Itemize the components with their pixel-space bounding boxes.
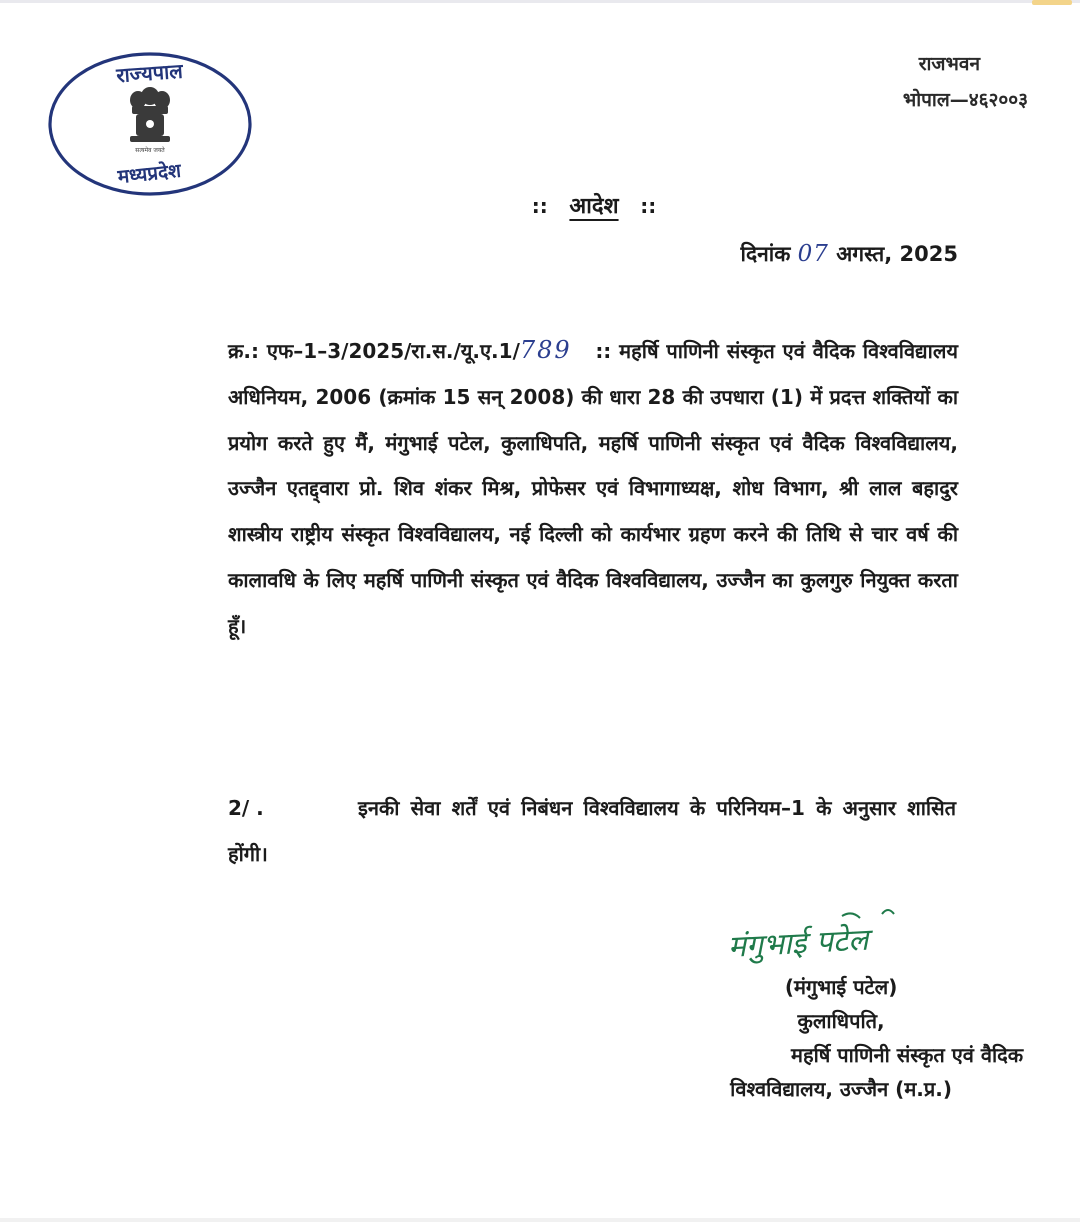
seal-top-text: राज्यपाल xyxy=(115,58,184,88)
national-emblem-icon xyxy=(130,87,170,142)
corner-mark xyxy=(1032,0,1072,5)
seal-motto: सत्यमेव जयते xyxy=(135,147,165,154)
signature-graphic xyxy=(722,904,952,972)
handwritten-signature xyxy=(722,904,952,972)
address-block xyxy=(902,46,1028,118)
paragraph-two-number: 2/ . xyxy=(228,796,264,820)
signatory-designation: कुलाधिपति, xyxy=(797,1009,885,1033)
signature-text: मंगुभाई पटेल xyxy=(727,922,870,965)
order-body-text: :: महर्षि पाणिनी संस्कृत एवं वैदिक विश्वविद्यालय अधिनियम, 2006 (क्रमांक 15 सन् 2008) की धारा 28 की उपधारा (1) में प्रदत्त शक्तियों का प्रयोग करते हुए मैं, मंगुभाई पटेल, कुलाधिपति, महर्षि पाणिनी संस्कृत एवं वैदिक विश्वविद्यालय, उज्जैन एतद्द्वारा प्रो. शिव शंकर मिश्र, प्रोफेसर एवं विभागाध्यक्ष, शोध विभाग, श्री लाल बहादुर शास्त्रीय राष्ट्रीय संस्कृत विश्वविद्यालय, नई दिल्ली को कार्यभार ग्रहण करने की तिथि से चार वर्ष की कालावधि के लिए महर्षि पाणिनी संस्कृत एवं वैदिक विश्वविद्यालय, उज्जैन का कुलगुरु नियुक्त करता हूँ। xyxy=(228,339,959,638)
heading-colons-right: :: xyxy=(640,194,657,218)
paragraph-two-text: इनकी सेवा शर्तें एवं निबंधन विश्वविद्यालय के परिनियम–1 के अनुसार शासित होंगी। xyxy=(228,796,956,866)
address-line-1: राजभवन xyxy=(918,53,980,75)
order-heading xyxy=(0,190,1080,220)
signatory-name: (मंगुभाई पटेल) xyxy=(784,975,898,999)
signatory-block xyxy=(730,970,1024,1106)
order-reference-prefix: क्र.: एफ–1–3/2025/रा.स./यू.ए.1/ xyxy=(228,339,520,363)
order-title: आदेश xyxy=(569,194,619,219)
top-edge xyxy=(0,0,1080,3)
date-line xyxy=(741,240,958,268)
date-day: 07 xyxy=(797,241,829,267)
governor-seal xyxy=(46,50,254,198)
signatory-university-line-2: विश्वविद्यालय, उज्जैन (म.प्र.) xyxy=(730,1077,952,1101)
seal-bottom-text: मध्यप्रदेश xyxy=(116,159,183,189)
paragraph-two xyxy=(228,785,956,877)
address-line-2: भोपाल—४६२००३ xyxy=(902,89,1028,111)
seal-graphic xyxy=(46,50,254,198)
bottom-edge xyxy=(0,1218,1080,1222)
date-month-year: अगस्त, 2025 xyxy=(836,242,958,266)
order-body-paragraph xyxy=(228,328,958,650)
heading-colons-left: :: xyxy=(531,194,548,218)
order-reference-number: 789 xyxy=(519,336,572,364)
date-label: दिनांक xyxy=(740,242,791,266)
signatory-university-line-1: महर्षि पाणिनी संस्कृत एवं वैदिक xyxy=(791,1043,1024,1067)
